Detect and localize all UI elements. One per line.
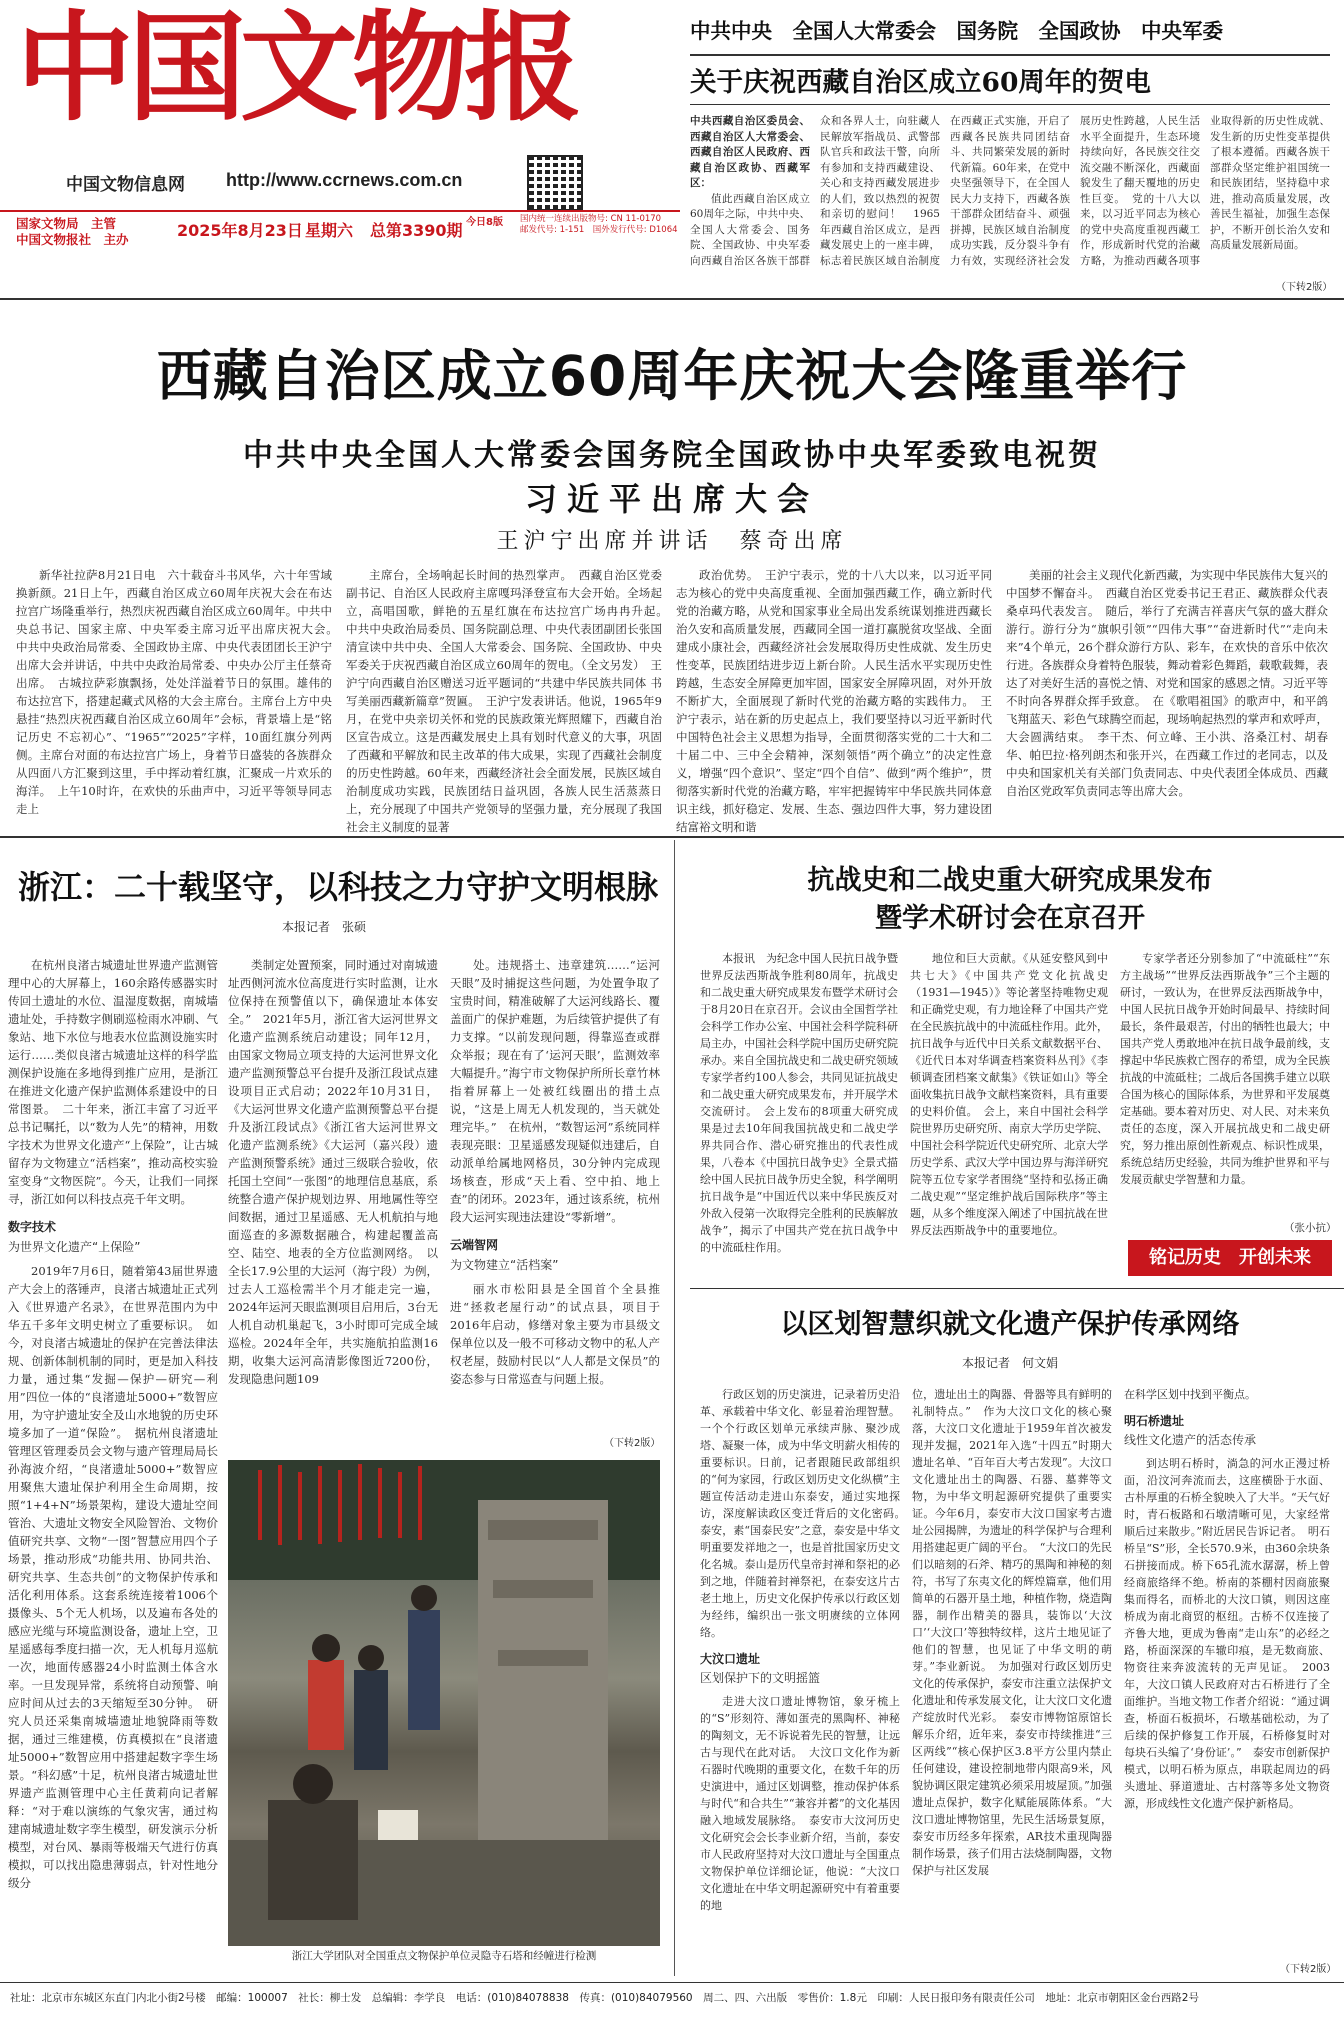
lead-article-col-4: 美丽的社会主义现代化新西藏，为实现中华民族伟大复兴的中国梦不懈奋斗。 西藏自治区党委书记王君正、藏族群众代表桑卓玛代表发言。 随后，举行了充满吉祥喜庆气氛的盛大群众游行。游行分为“旗帜引领”“四伟大事”“奋进新时代”“走向未来”4个单元，26个群众游行方队、彩车，在欢快的音乐中依次行进。各族群众身着特色服装，舞动着彩色舞蹈，载歌载舞，表达了对美好生活的喜悦之情、对党和国家的感恩之情。习近平等不时向各界群众挥手致意。 在《歌唱祖国》的歌声中，和平鸽飞翔蓝天、彩色气球腾空而起，现场响起热烈的掌声和欢呼声，大会圆满结束。 李干杰、何立峰、王小洪、洛桑江村、胡春华、帕巴拉·格列朗杰和张开兴，在西藏工作过的老同志，以及中央和国家机关有关部门负责同志、中央代表团全体成员、西藏自治区党政军负责同志等出席大会。 (1006, 568, 1328, 798)
wwii-author: （张小抗） (1284, 1222, 1337, 1234)
telegram-title: 关于庆祝西藏自治区成立60周年的贺电 (690, 67, 1151, 98)
publication-codes: 国内统一连续出版物号: CN 11-0170 邮发代号: 1-151 国外发行代号: D1064 (520, 214, 678, 235)
telegram-organs: 中共中央 全国人大常委会 国务院 全国政协 中央军委 (690, 19, 1223, 43)
heritage-article-title: 以区划智慧织就文化遗产保护传承网络 (780, 1309, 1240, 1340)
page-count: 今日8版 (466, 217, 503, 228)
wwii-col-1: 本报讯 为纪念中国人民抗日战争暨世界反法西斯战争胜利80周年，抗战史和二战史重大研究成果发布暨学术研讨会于8月20日在京召开。会议由全国哲学社会科学工作办公室、中国社会科学院科研局主办，中国社会科学院中国历史研究院承办。来自全国抗战史和二战史研究领域专家学者约100人参会，共同见证抗战史和二战史重大研究成果发布，并开展学术交流研讨。 会上发布的8项重大研究成果是过去10年间我国抗战史和二战史学界共同合作、潜心研究推出的代表性成果，八卷本《中国抗日战争史》全景式描绘中国人民抗日战争历史全貌，科学阐明抗日战争是“中国近代以来中华民族反对外敌入侵第一次取得完全胜利的民族解放战争”，揭示了中国共产党在抗日战争中的中流砥柱作用。 (700, 952, 898, 1254)
news-photo-illustration (228, 1460, 660, 1946)
news-photo (228, 1460, 660, 1946)
mingshiqiao-subhead: 明石桥遗址 (1124, 1414, 1185, 1428)
wwii-article-title-1: 抗战史和二战史重大研究成果发布 (807, 865, 1213, 896)
heritage-byline: 本报记者 何文娟 (961, 1356, 1058, 1370)
top-divider (0, 298, 1344, 300)
right-section-divider (690, 1288, 1344, 1289)
heritage-continued: （下转2版） (1280, 1964, 1337, 1975)
lead-article-col-1: 新华社拉萨8月21日电 六十载奋斗书风华，六十年雪域换新颜。21日上午，西藏自治区成立60周年庆祝大会在布达拉宫广场隆重举行，热烈庆祝西藏自治区成立60周年。中共中央总书记、国家主席、中央军委主席习近平出席庆祝大会。 中共中央政治局常委、全国政协主席、中央代表团团长王沪宁出席大会并讲话，中共中央政治局常委、中央办公厅主任蔡奇出席。 古城拉萨彩旗飘扬，处处洋溢着节日的氛围。雄伟的布达拉宫下，搭建起藏式风格的大会主席台。主席台上方中央悬挂“热烈庆祝西藏自治区成立60周年”会标，背景墙上是“铭记历史 不忘初心”、“1965”“2025”字样，10面红旗分列两侧。主席台对面的布达拉宫广场上，身着节日盛装的各族群众从四面八方汇聚到这里，手中挥动着红旗，汇聚成一片欢乐的海洋。 上午10时许，在欢快的乐曲声中，习近平等领导同志走上 (16, 568, 344, 816)
dawenkou-subhead: 大汶口遗址 (700, 1652, 761, 1666)
digital-tech-subhead: 数字技术 (8, 1220, 57, 1234)
dawenkou-subhead-2: 区划保护下的文明摇篮 (700, 1671, 821, 1685)
zhejiang-continued: （下转2版） (604, 1438, 661, 1449)
cloud-net-subhead: 云端智网 (450, 1238, 499, 1252)
newspaper-logo: 中国文物报 (16, 0, 577, 137)
telegram-rule-2 (690, 104, 1330, 105)
wwii-col-3: 专家学者还分别参加了“中流砥柱”“东方主战场”“世界反法西斯战争”三个主题的研讨，一致认为，在世界反法西斯战争中，中国人民抗日战争开始时间最早、持续时间最长，条件最艰苦，付出的牺牲也最大；中国共产党人勇敢地冲在抗日战争最前线，支撑起中华民族救亡图存的希望，成为全民族抗战的中流砥柱；二战后各国携手建立以联合国为核心的国际体系，为世界和平发展奠定基础。要本着对历史、对人民、对未来负责任的态度，深入开展抗战史和二战史研究，努力推出原创性新观点、标识性成果，系统总结历史经验，共同为维护世界和平与发展贡献史学智慧和力量。 (1120, 952, 1330, 1186)
photo-caption: 浙江大学团队对全国重点文物保护单位灵隐寺石塔和经幢进行检测 (291, 1950, 597, 1962)
memory-badge: 铭记历史 开创未来 (1128, 1240, 1332, 1276)
issue-date: 2025年8月23日 (177, 221, 303, 240)
masthead-subtitle: 中国文物信息网 (66, 175, 185, 195)
weekday: 星期六 (305, 221, 354, 240)
zhejiang-col-2: 类制定处置预案，同时通过对南城遗址西侧河流水位高度进行实时监测，让水位保持在预警值以下，确保遗址本体安全。” 2021年5月，浙江省大运河世界文化遗产监测系统启动建设；同年12月，由国家文物局立项支持的大运河世界文化遗产监测预警总平台提升及浙江段试点建设项目正式启动；2022年10月31日，《大运河世界文化遗产监测预警总平台提升及浙江段试点》《浙江省大运河世界文化遗产监测系统》《大运河（嘉兴段）遗产监测预警系统》通过三级联合验收，依托国土空间“一张图”的地理信息基底，系统整合遗产保护规划边界、用地属性等空间数据，通过卫星遥感、无人机航拍与地面巡查的多源数据融合，构建起覆盖高空、陆空、地表的全方位监测网络。 以全长17.9公里的大运河（海宁段）为例，过去人工巡检需半个月才能走完一遍，2024年运河天眼监测项目启用后，3台无人机自动机巢起飞，3小时即可完成全域巡检。2024年全年，共实施航拍监测16期，收集大运河高清影像图近7200份，发现隐患问题109 (228, 958, 438, 1386)
headline-sub-1: 中共中央全国人大常委会国务院全国政协中央军委致电祝贺 (243, 438, 1101, 473)
telegram-rule (690, 54, 1330, 56)
zhejiang-byline: 本报记者 张硕 (282, 920, 367, 934)
digital-tech-subhead-2: 为世界文化遗产“上保险” (8, 1240, 141, 1254)
zhejiang-article-title: 浙江：二十载坚守，以科技之力守护文明根脉 (18, 868, 659, 906)
telegram-body: 中共西藏自治区委员会、西藏自治区人大常委会、西藏自治区人民政府、西藏自治区政协、西藏军区： 值此西藏自治区成立60周年之际，中共中央、全国人大常委会、国务院、全国政协、中央军委向西藏自治区各族干部群众和各界人士，向驻藏人民解放军指战员、武警部队官兵和政法干警，向所有参加和支持西藏建设、关心和支持西藏发展进步的人们，致以热烈的祝贺和亲切的慰问！ 1965年西藏自治区成立，是西藏发展史上的一座丰碑，标志着民族区域自治制度在西藏正式实施，开启了西藏各民族共同团结奋斗、共同繁荣发展的新时代新篇。60年来，在党中央坚强领导下，在全国人民大力支持下，西藏各族干部群众团结奋斗、顽强拼搏，民族区域自治制度成功实践，反分裂斗争有力有效，实现经济社会发展历史性跨越，人民生活水平全面提升，生态环境持续向好，各民族交往交流交融不断深化，西藏面貌发生了翻天覆地的历史性巨变。 党的十八大以来，以习近平同志为核心的党中央高度重视西藏工作，形成新时代党的治藏方略，为推动西藏各项事业取得新的历史性成就、发生新的历史性变革提供了根本遵循。西藏各族干部群众坚定维护祖国统一和民族团结，坚持稳中求进，推动高质量发展，改善民生福祉，加强生态保护，不断开创长治久安和高质量发展新局面。 (690, 115, 1330, 267)
footer-info: 社址：北京市东城区东直门内北小街2号楼 邮编：100007 社长：柳士发 总编辑：李学良 电话：(010)84078838 传真：(010)84079560 周二、四、六出版 零售价：1.8元 印刷：人民日报印务有限责任公司 地址：北京市朝阳区金台西路2号 (10, 1992, 1199, 2004)
headline-sub-3: 王沪宁出席并讲话 蔡奇出席 (496, 529, 848, 554)
wwii-article-title-2: 暨学术研讨会在京召开 (875, 903, 1145, 934)
lead-article-col-3: 政治优势。 王沪宁表示，党的十八大以来，以习近平同志为核心的党中央高度重视、全面加强西藏工作，确立新时代党的治藏方略，从党和国家事业全局出发系统谋划推进西藏长治久安和高质量发展，西藏同全国一道打赢脱贫攻坚战、全面建成小康社会，西藏经济社会发展取得历史性成就、发生历史性变革，民族团结进步迈上新台阶。人民生活水平实现历史性跨越，生态安全屏障更加牢固，国家安全屏障巩固，对外开放不断扩大，全面展现了新时代党的治藏方略的实践伟力。 王沪宁表示，站在新的历史起点上，我们要坚持以习近平新时代中国特色社会主义思想为指导，全面贯彻落实党的二十大和二十届二中、三中全会精神，深刻领悟“两个确立”的决定性意义，增强“四个意识”、坚定“四个自信”、做到“两个维护”，贯彻落实新时代党的治藏方略，牢牢把握铸牢中华民族共同体意识主线，抓好稳定、发展、生态、强边四件大事，努力建设团结富裕文明和谐 (676, 568, 992, 834)
sponsor-block: 国家文物局 主管 中国文物报社 主办 (16, 216, 129, 247)
cloud-net-subhead-2: 为文物建立“活档案” (450, 1258, 559, 1272)
issue-number: 总第3390期 (370, 221, 463, 240)
section-divider (0, 836, 1344, 838)
zhejiang-col-1: 在杭州良渚古城遗址世界遗产监测管理中心的大屏幕上，160余路传感器实时传回土遗址的水位、温湿度数据，南城墙遗址处，手持数字侧刷巡检雨水冲刷、气象站、地下水位与地表水位监测设施实时运行……类似良渚古城遗址这样的科学监测保护设施在多地得到推广应用，是浙江在推进文化遗产保护监测体系建设中的日常图景。 二十年来，浙江丰富了习近平总书记嘱托，以“数为人先”的精神，用数字技术为世界文化遗产“上保险”，让古城留存为文物建立“活档案”，推动高校实验室变身“文物医院”。今天，让我们一同探寻，浙江如何以科技点亮千年文明。 数字技术 为世界文化遗产“上保险” 2019年7月6日，随着第43届世界遗产大会上的落锤声，良渚古城遗址正式列入《世界遗产名录》，在世界范围内为中华五千多年文明史树立了重要标识。 如今，对良渚古城遗址的保护在完善法律法规、创新体制机制的同时，更是加入科技力量，通过集“发掘—保护—研究—利用”四位一体的“良渚遗址5000+”数智应用，为守护遗址安全及山水地貌的历史环境多加了一道“保险”。 据杭州良渚遗址管理区管理委员会文物与遗产管理局局长孙海波介绍，“良渚遗址5000+”数智应用聚焦大遗址保护利用全生命周期，按照“1+4+N”场景架构，建设大遗址空间管治、大遗址文物安全风险智治、文物价值研究共享、文物“一图”智慧应用四个子场景，推动形成“功能共用、协同共治、研究共享、生态共创”的文物保护传承和活化利用体系。这套系统连接着1006个摄像头、5个无人机场，以及遍布各处的感应光缆与环境监测设备，遗址上空，卫星遥感每季度扫描一次，无人机每月巡航一次，地面传感器24小时监测土体含水率。一旦发现异常，系统将自动预警、响应时间从过去的3天缩短至30分钟。 研究人员还采集南城墙遗址地貌降雨等数据，通过三维建模，仿真模拟在“良渚遗址5000+”数智应用中搭建起数字孪生场景。“科幻感”十足，杭州良渚古城遗址世界遗产监测管理中心主任黄莉向记者解释：“对于难以演练的气象灾害，通过构建南城遗址数字孪生模型，研发演示分析模型，对台风、暴雨等极端天气进行仿真模拟，可以找出隐患薄弱点，针对性地分级分 (8, 958, 218, 1890)
wwii-col-2: 地位和巨大贡献。《从延安整风到中共七大》《中国共产党文化抗战史（1931—1945）》等论著坚持唯物史观和正确党史观，有力地诠释了中国共产党在全民族抗战中的中流砥柱作用。此外，抗日战争与近代中日关系文献数据平台、《近代日本对华调查档案资料丛刊》《李顿调查团档案文献集》《铁证如山》等全面收集抗日战争文献档案资料，具有重要的史料价值。 会上，来自中国社会科学院世界历史研究所、南京大学历史学院、中国社会科学院近代史研究所、北京大学历史学系、武汉大学中国边界与海洋研究院等五位专家学者围绕“坚持和弘扬正确二战史观”“坚定维护战后国际秩序”等主题，从多个维度深入阐述了中国抗战在世界反法西斯战争中的重要地位。 (910, 952, 1108, 1237)
qr-code (527, 155, 583, 211)
mingshiqiao-subhead-2: 线性文化遗产的活态传承 (1124, 1433, 1257, 1447)
zhejiang-col-3: 处。违规搭土、违章建筑……“运河天眼”及时捕捉这些问题，为处置争取了宝贵时间，精准破解了大运河线路长、覆盖面广的保护难题，为后续管护提供了有力支撑。“以前发现问题，得靠巡查或群众举报；现在有了‘运河天眼’，监测效率大幅提升。”海宁市文物保护所所长章竹林指着屏幕上一处被红线圈出的措土点说，“这是上周无人机发现的，当天就处理完毕。” 在杭州，“数智运河”系统同样表现亮眼：卫星遥感发现疑似违建后，自动派单给属地网格员，30分钟内完成现场核查，形成“天上看、空中拍、地上查”的闭环。2023年，通过该系统，杭州段大运河实现违法建设“零新增”。 云端智网 为文物建立“活档案” 丽水市松阳县是全国首个全县推进“拯救老屋行动”的试点县，项目于2016年启动，修缮对象主要为市县级文保单位以及一般不可移动文物中的私人产权老屋，鼓励村民以“人人都是文保员”的姿态参与日常巡查与问题上报。 (450, 958, 660, 1386)
heritage-col-1: 行政区划的历史演进，记录着历史沿革、承载着中华文化、彰显着治理智慧。一个个行政区划单元承续声脉、聚沙成塔、凝聚一体，成为中华文明薪火相传的重要标识。日前，记者跟随民政部组织的“何为家园，行政区划历史文化纵横”主题宣传活动走进山东泰安，通过实地探访，深度解读政区变迁背后的文化密码。 泰安，素“国泰民安”之意，泰安是中华文明重要发祥地之一，也是首批国家历史文化名城。泰山是历代皇帝封禅和祭祀的必到之地，伴随着封禅祭祀，在泰安这片古老土地上，历史文化保护传承以行政区划为经纬，编织出一张文明赓续的立体网络。 大汶口遗址 区划保护下的文明摇篮 走进大汶口遗址博物馆，象牙梳上的“S”形刻符、薄如蛋壳的黑陶杯、神秘的陶刻文，无不诉说着先民的智慧，让远古与现代在此对话。 大汶口文化作为新石器时代晚期的重要文化，在数千年的历史演进中，通过区划调整，推动保护体系与时代“和合共生”“兼容并蓄”的文化基因融入地域发展脉络。 泰安市大汶河历史文化研究会会长李业新介绍，当前，泰安市人民政府坚持对大汶口遗址与全国重点文物保护单位详细论证，他说：“大汶口文化遗址在中华文明起源研究中有着重要的地 (700, 1388, 911, 1912)
heritage-col-3: 在科学区划中找到平衡点。 明石桥遗址 线性文化遗产的活态传承 到达明石桥时，淌急的河水正漫过桥面，沿汶河奔流而去，这座横卧于水面、古朴厚重的石桥全貌映入了大半。“天气好时，青石板路和石墩清晰可见，大家经常顺后过来散步。”附近居民告诉记者。 明石桥呈“S”形，全长570.9米，由360余块条石拼接而成。桥下65孔流水潺潺，桥上曾经商旅络绎不绝。桥南的茶棚村因商旅聚集而得名，而桥北的大汶口镇，则因这座桥成为南北商贸的枢纽。古桥不仅连接了齐鲁大地，更成为鲁南“走山东”的必经之路，桥面深深的车辙印痕，是无数商旅、物资往来奔波流转的无声见证。 2003年，大汶口镇人民政府对古石桥进行了全面维护。当地文物工作者介绍说：“通过调查，桥面石板损坏，石墩基础松动，为了后续的保护修复工作开展，石桥修复时对每块石头编了‘身份证’。” 泰安市创新保护模式，以明石桥为原点，串联起周边的码头遗址、驿道遗址、古村落等多处文物资源，形成线性文化遗产保护新格局。 (1124, 1388, 1330, 1810)
lead-article-col-2: 主席台，全场响起长时间的热烈掌声。 西藏自治区党委副书记、自治区人民政府主席嘎玛泽登宣布大会开始。全场起立，高唱国歌，鲜艳的五星红旗在布达拉宫广场冉冉升起。 中共中央政治局委员、国务院副总理、中央代表团副团长张国清宣读中共中央、全国人大常委会、国务院、全国政协、中央军委关于庆祝西藏自治区成立60周年的贺电。（全文另发） 王沪宁向西藏自治区赠送习近平题词的“共建中华民族共同体 书写美丽西藏新篇章”贺匾。 王沪宁发表讲话。他说，1965年9月，在党中央亲切关怀和党的民族政策光辉照耀下，西藏自治区宣告成立。这是西藏发展史上具有划时代意义的大事，巩固了西藏和平解放和民主改革的伟大成果，实现了西藏社会制度的历史性跨越。60年来，西藏经济社会全面发展，民族区域自治制度成功实践，民族团结日益巩固，各族人民生活蒸蒸日上，充分展现了中国共产党领导的坚强力量，充分展现了我国社会主义制度的显著 (346, 568, 674, 834)
telegram-continued: （下转2版） (1276, 282, 1333, 293)
heritage-col-2: 位，遗址出土的陶器、骨器等具有鲜明的礼制特点。” 作为大汶口文化的核心聚落，大汶口文化遗址于1959年首次被发现并发掘，2021年入选“十四五”时期大遗址名单、“百年百大考古发现”。大汶口文化遗址出土的陶器、石器、墓葬等文物，为中华文明起源研究提供了重要实证。今年6月，泰安市大汶口国家考古遗址公园揭牌，为遗址的科学保护与合理利用搭建起更广阔的平台。 “大汶口的先民们以暗刻的石斧、精巧的黑陶和神秘的刻符，书写了东夷文化的辉煌篇章，他们用简单的石器开垦土地，种植作物，烧造陶器，制作出精美的器具，装饰以‘大汶口’‘大汶口’等独特纹样，这片土地见证了他们的智慧，也见证了中华文明的萌芽。”李业新说。 为加强对行政区划历史文化的传承保护，泰安市注重立法保护文化遗址和传承发展文化，让大汶口文化遗产绽放时代光彩。 泰安市博物馆原馆长解乐介绍，近年来，泰安市持续推进“三区两线”“核心保护区3.8平方公里内禁止任何建设，建设控制地带内限高9米，风貌协调区限定建筑必须采用坡屋顶。”加强遗址点保护，数字化赋能展陈体系。“大汶口遗址博物馆里，先民生活场景复原，泰安市历经多年探索，AR技术重现陶器制作场景，孩子们用古法烧制陶器，文物保护与社区发展 (912, 1388, 1112, 1877)
main-headline: 西藏自治区成立60周年庆祝大会隆重举行 (156, 344, 1188, 408)
headline-sub-2: 习近平出席大会 (524, 480, 819, 518)
column-divider (674, 840, 675, 1976)
footer-rule (0, 1982, 1344, 1983)
masthead-rule (0, 210, 680, 212)
website-url[interactable]: http://www.ccrnews.com.cn (226, 170, 463, 190)
